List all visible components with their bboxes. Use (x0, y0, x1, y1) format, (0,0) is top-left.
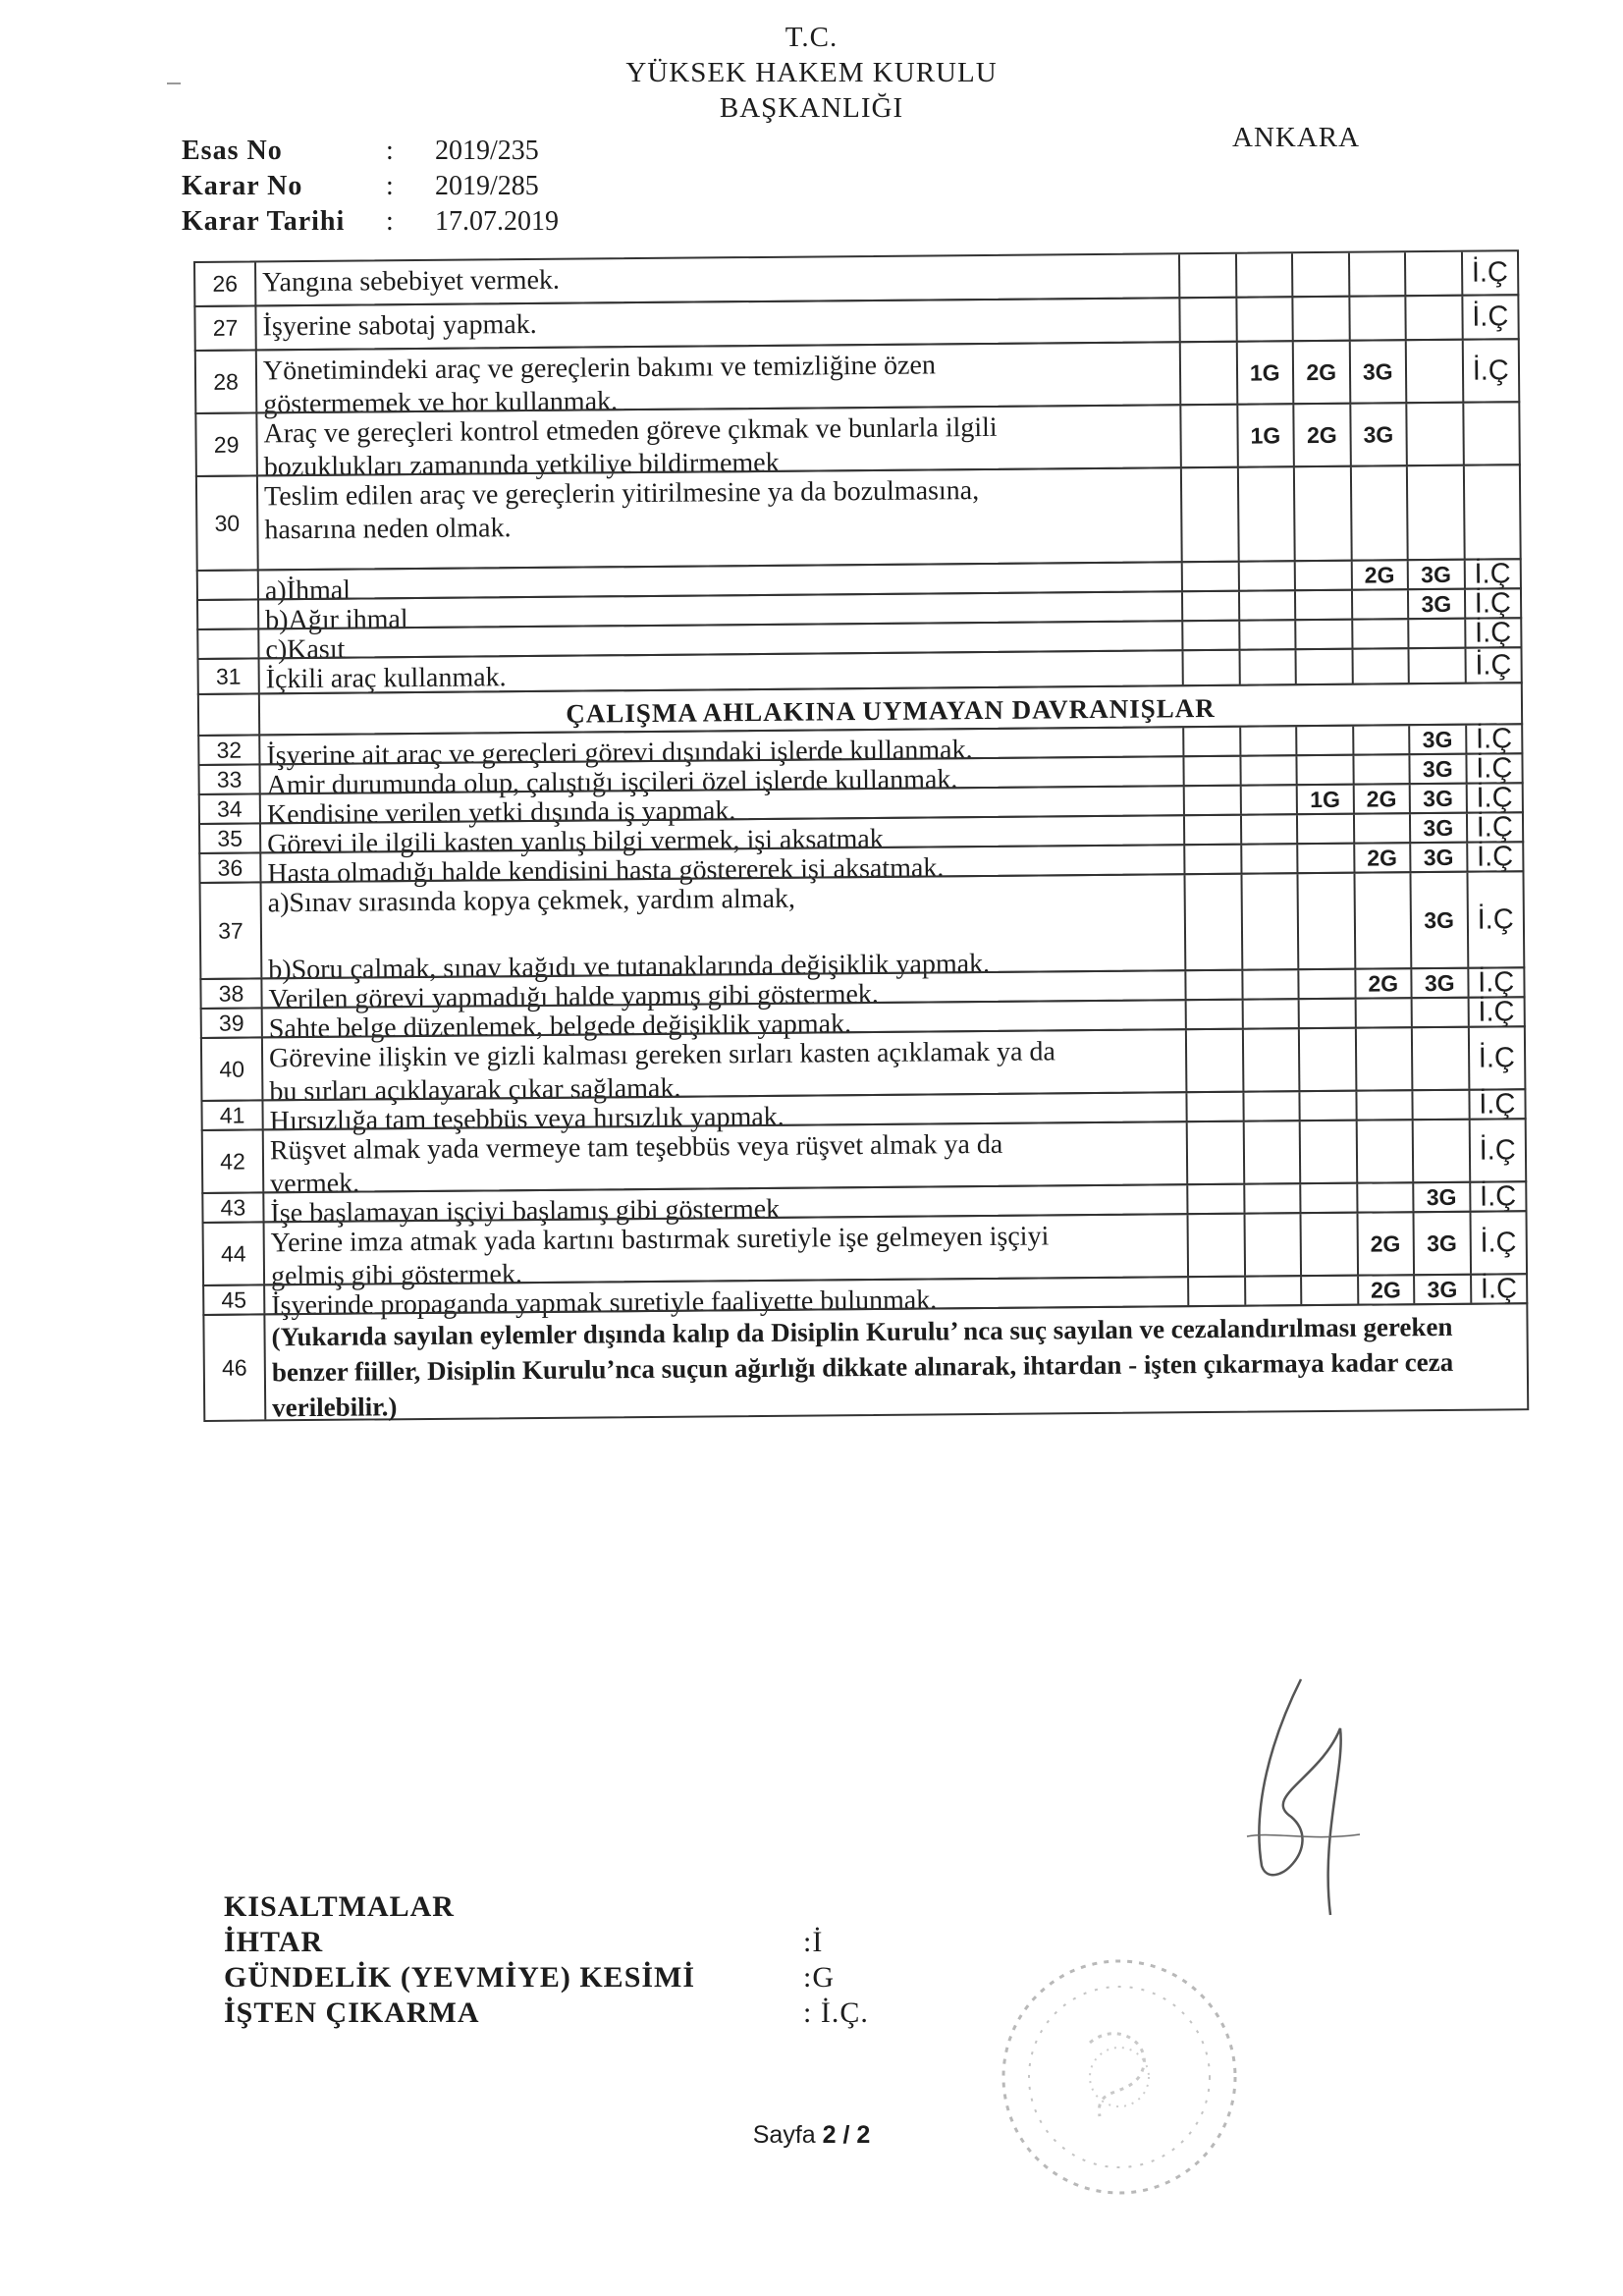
penalty-cell: 3G (1409, 844, 1466, 872)
penalty-cell: 1G (1235, 342, 1292, 403)
penalty-cell (1411, 1028, 1468, 1089)
penalty-cell (1300, 1277, 1357, 1305)
penalty-cells (1182, 751, 1521, 785)
row-description-line: hasarına neden olmak. (264, 513, 512, 546)
row-number: 30 (197, 476, 259, 570)
abbreviations-block (224, 1890, 911, 2032)
karar-no-value: 2019/285 (435, 171, 539, 201)
row-description-line: Kendisine verilen yetki dışında iş yapmak. (266, 795, 736, 831)
penalty-cell: 2G (1352, 785, 1409, 813)
penalty-cell (1237, 591, 1294, 620)
penalty-cell: İ.Ç (1467, 968, 1524, 997)
penalty-cell (1241, 970, 1298, 999)
penalty-cell (1185, 1093, 1242, 1121)
penalty-cell (1240, 845, 1297, 873)
header-tc: T.C. (784, 22, 839, 53)
header-institution: YÜKSEK HAKEM KURULU (625, 57, 998, 88)
penalty-cell: 2G (1292, 405, 1349, 465)
penalty-cell (1293, 467, 1350, 560)
penalty-cell (1355, 1121, 1412, 1181)
penalty-cell (1186, 1122, 1243, 1183)
penalty-cell (1244, 1277, 1301, 1305)
penalty-cell: İ.Ç (1464, 619, 1521, 647)
penalty-cell (1185, 1030, 1242, 1091)
penalty-cells (1181, 586, 1520, 620)
penalty-cell: İ.Ç (1469, 1182, 1526, 1211)
row-number (198, 571, 259, 599)
penalty-cell (1235, 298, 1292, 341)
row-number: 27 (195, 306, 256, 350)
row-number: 33 (199, 765, 260, 793)
penalty-cell (1183, 816, 1240, 845)
penalty-cells (1178, 251, 1517, 297)
penalty-cell: İ.Ç (1463, 589, 1520, 618)
penalty-cell (1352, 814, 1409, 843)
row-description-line: Hasta olmadığı halde kendisini hasta göstererek işi aksatmak. (267, 852, 945, 890)
row-number: 45 (204, 1285, 265, 1314)
penalty-cell (1352, 755, 1409, 784)
row-description-line: göstermemek ve hor kullanmak. (263, 386, 619, 420)
penalty-cell (1242, 1121, 1299, 1182)
penalty-cell: 1G (1296, 786, 1353, 814)
page-prefix: Sayfa (752, 2121, 823, 2149)
row-number: 46 (204, 1315, 266, 1420)
penalty-cell: İ.Ç (1461, 296, 1518, 339)
penalty-cell: 3G (1407, 590, 1464, 619)
penalty-cell: İ.Ç (1468, 1090, 1525, 1119)
penalty-cell (1179, 406, 1236, 466)
row-number: 32 (199, 736, 260, 764)
abbreviation-item (224, 1996, 911, 2032)
row-number: 34 (200, 794, 261, 823)
penalty-cell: İ.Ç (1463, 560, 1520, 588)
row-description-line: Rüşvet almak yada vermeye tam teşebbüs veya rüşvet almak ya da (269, 1128, 1003, 1167)
penalty-cell (1412, 1121, 1469, 1181)
discipline-table (193, 249, 1533, 1832)
abbreviations-title: KISALTMALAR (224, 1890, 455, 1923)
penalty-cell: İ.Ç (1464, 648, 1521, 683)
penalty-cells (1186, 1120, 1526, 1183)
penalty-cell: 3G (1349, 404, 1406, 465)
penalty-cell: 3G (1407, 561, 1464, 589)
row-description-line: Verilen görevi yapmadığı halde yapmış gibi göstermek. (268, 978, 879, 1015)
row-description-line: Teslim edilen araç ve gereçlerin yitirilmesine ya da bozulmasına, (263, 475, 980, 513)
penalty-cell (1355, 1091, 1412, 1120)
penalty-cell (1411, 1091, 1468, 1120)
row-description-line: bu sırları açıklayarak çıkar sağlamak. (269, 1072, 681, 1108)
penalty-cells (1185, 995, 1524, 1028)
penalty-cell (1183, 787, 1240, 815)
penalty-cell (1291, 253, 1348, 297)
row-number: 28 (196, 351, 258, 412)
abbreviation-label: GÜNDELİK (YEVMİYE) KESİMİ (224, 1961, 696, 1994)
table-row (195, 464, 1522, 572)
penalty-cell: İ.Ç (1465, 754, 1522, 783)
penalty-cell (1295, 650, 1352, 684)
penalty-cells (1184, 965, 1523, 999)
row-description-line: Sahte belge düzenlemek, belgede değişiklik yapmak. (268, 1009, 852, 1045)
row-description-line: İşyerinde propaganda yapmak suretiyle faaliyette bulunmak. (271, 1285, 938, 1322)
penalty-cell (1183, 846, 1240, 874)
penalty-cell: 1G (1236, 405, 1293, 465)
penalty-cell (1354, 1028, 1411, 1089)
abbreviation-label: İŞTEN ÇIKARMA (224, 1996, 480, 2029)
penalty-cell: 2G (1356, 1213, 1413, 1274)
row-number: 44 (204, 1223, 266, 1285)
penalty-cell: İ.Ç (1467, 998, 1524, 1026)
penalty-cell (1407, 649, 1464, 683)
penalty-cell (1298, 1092, 1355, 1121)
penalty-cell (1354, 999, 1411, 1027)
penalty-cell: 2G (1357, 1276, 1414, 1304)
penalty-cell (1182, 651, 1239, 685)
row-description-line: İçkili araç kullanmak. (265, 662, 507, 695)
row-description-line: İşyerine sabotaj yapmak. (262, 308, 537, 343)
row-description-line: Yangına sebebiyet vermek. (262, 264, 561, 299)
penalty-cell: İ.Ç (1467, 1027, 1524, 1088)
row-number: 37 (201, 883, 263, 978)
table-row-general-note (202, 1302, 1529, 1422)
row-number: 43 (203, 1193, 264, 1222)
penalty-cell (1350, 590, 1407, 619)
penalty-cells (1186, 1179, 1525, 1213)
penalty-cell (1295, 727, 1352, 755)
penalty-cell (1411, 999, 1468, 1027)
row-number (199, 694, 260, 735)
penalty-cell: 2G (1292, 342, 1349, 403)
penalty-cell (1242, 1092, 1299, 1121)
penalty-cell: 3G (1348, 341, 1405, 402)
penalty-cell (1300, 1214, 1357, 1275)
penalty-cell: 3G (1408, 755, 1465, 784)
abbreviation-item (224, 1961, 911, 1996)
penalty-cell (1351, 649, 1408, 683)
penalty-cell (1178, 299, 1235, 342)
row-description-line: a)Sınav sırasında kopya çekmek, yardım almak, (267, 883, 796, 919)
row-description-line: Yönetimindeki araç ve gereçlerin bakımı ve temizliğine özen (262, 350, 937, 387)
row-description-line: Görevi ile ilgili kasten yanlış bilgi vermek, işi aksatmak (267, 823, 884, 860)
row-number: 31 (199, 659, 260, 693)
row-description-line: vermek. (270, 1168, 360, 1200)
penalty-cell (1294, 562, 1351, 590)
penalty-cell (1238, 650, 1295, 684)
penalty-cell (1404, 297, 1461, 340)
penalty-cell (1347, 252, 1404, 296)
penalty-cell (1182, 728, 1239, 756)
penalty-cell: İ.Ç (1468, 1120, 1525, 1180)
penalty-cell: İ.Ç (1465, 813, 1522, 842)
penalty-cell (1240, 874, 1297, 968)
penalty-cell (1183, 875, 1240, 969)
penalty-cell (1353, 873, 1410, 967)
row-number: 39 (202, 1009, 263, 1037)
penalty-cells (1179, 340, 1519, 404)
penalty-cell (1186, 1185, 1243, 1214)
penalty-cell (1295, 756, 1352, 785)
penalty-cell (1294, 621, 1351, 649)
penalty-cell: 2G (1353, 844, 1410, 872)
penalty-cell: 3G (1412, 1183, 1469, 1212)
row-number (198, 629, 259, 658)
penalty-cell (1351, 620, 1408, 648)
separator: : (386, 171, 394, 201)
penalty-cell (1178, 254, 1235, 298)
row-description-line: b)Soru çalmak, sınav kağıdı ve tutanaklarında değişiklik yapmak. (268, 948, 991, 986)
esas-no-label: Esas No (182, 136, 283, 166)
row-number: 40 (202, 1038, 264, 1100)
karar-tarihi-value: 17.07.2019 (435, 206, 559, 237)
penalty-cell (1238, 621, 1295, 649)
penalty-cells (1180, 465, 1520, 561)
penalty-cells (1187, 1212, 1527, 1276)
penalty-cell (1352, 726, 1409, 754)
abbreviation-value: :G (803, 1961, 835, 1994)
penalty-cell: 3G (1410, 969, 1467, 998)
penalty-cell (1180, 468, 1237, 561)
penalty-cell (1241, 1000, 1298, 1028)
penalty-cell (1296, 845, 1353, 873)
row-number: 26 (195, 262, 256, 305)
penalty-cell: İ.Ç (1465, 784, 1522, 812)
row-description-line: c)Kasıt (265, 633, 346, 666)
penalty-cell: 3G (1408, 726, 1465, 754)
row-description-line: Yerine imza atmak yada kartını bastırmak suretiyle işe gelmeyen işçiyi (270, 1221, 1050, 1259)
header-city: ANKARA (1232, 122, 1361, 153)
page-number (0, 2121, 1623, 2150)
penalty-cell: 3G (1413, 1276, 1470, 1304)
penalty-cell (1291, 298, 1348, 341)
abbreviation-value: :İ (803, 1926, 824, 1958)
section-heading: ÇALIŞMA AHLAKINA UYMAYAN DAVRANIŞLAR (566, 692, 1216, 729)
penalty-cell (1237, 562, 1294, 590)
row-description-line: gelmiş gibi göstermek. (270, 1259, 523, 1292)
penalty-cell (1296, 815, 1353, 844)
penalty-cell (1187, 1215, 1244, 1276)
row-number: 29 (196, 413, 258, 475)
penalty-cell: 2G (1354, 969, 1411, 998)
penalty-cell (1348, 297, 1405, 340)
row-description-line: Görevine ilişkin ve gizli kalması gereken sırları kasten açıklamak ya da (268, 1036, 1056, 1074)
esas-no-value: 2019/235 (435, 136, 539, 166)
penalty-cell (1294, 591, 1351, 620)
penalty-cells (1185, 1087, 1524, 1121)
penalty-cell (1462, 465, 1519, 558)
row-number: 38 (201, 979, 262, 1008)
penalty-cell (1296, 874, 1353, 968)
row-number: 35 (200, 824, 261, 852)
penalty-cells (1182, 648, 1521, 684)
abbreviation-label: İHTAR (224, 1926, 324, 1958)
penalty-cell (1187, 1278, 1244, 1306)
general-note-text: (Yukarıda sayılan eylemler dışında kalıp da Disiplin Kurulu’ nca suç sayılan ve cezalandırılması gereken benzer fiiller, Disiplin Kurulu’nca suçun ağırlığı dikkate alınarak, ihtardan - işten çıkarmaya kadar ceza verilebilir.) (271, 1311, 1454, 1423)
row-description (262, 302, 1178, 344)
penalty-cell (1181, 622, 1238, 650)
row-number: 42 (203, 1130, 265, 1192)
penalty-cell (1239, 786, 1296, 814)
penalty-cell (1184, 971, 1241, 1000)
official-seal-stamp (992, 1949, 1247, 2205)
penalty-cell (1236, 467, 1293, 560)
separator: : (386, 136, 394, 166)
penalty-cell: İ.Ç (1461, 340, 1518, 401)
penalty-cell (1349, 466, 1406, 559)
penalty-cell: İ.Ç (1466, 843, 1523, 871)
row-description (264, 472, 1181, 547)
penalty-cells (1187, 1272, 1526, 1305)
penalty-cell (1241, 1029, 1298, 1090)
row-number: 41 (202, 1101, 263, 1129)
row-description-line: Araç ve gereçleri kontrol etmeden göreve çıkmak ve bunlarla ilgili (263, 411, 998, 450)
penalty-cells (1181, 557, 1520, 590)
penalty-cell: 3G (1413, 1213, 1470, 1274)
penalty-cell: İ.Ç (1465, 725, 1522, 753)
row-description-line: Hırsızlığa tam teşebbüs veya hırsızlık yapmak. (269, 1101, 784, 1137)
handwritten-signature (1232, 1669, 1370, 1925)
penalty-cells (1181, 616, 1520, 649)
penalty-cells (1183, 840, 1522, 873)
penalty-cell (1297, 970, 1354, 999)
penalty-cell (1406, 466, 1463, 559)
karar-no-label: Karar No (182, 171, 303, 201)
penalty-cell: 2G (1350, 561, 1407, 589)
penalty-cell (1298, 1000, 1355, 1028)
penalty-cell: 3G (1409, 785, 1466, 813)
penalty-cells (1182, 722, 1521, 755)
row-description-line: İşyerine ait araç ve gereçleri görevi dışındaki işlerde kullanmak. (266, 735, 973, 772)
penalty-cell: 3G (1409, 814, 1466, 843)
row-description (262, 258, 1178, 300)
penalty-cell (1407, 620, 1464, 648)
penalty-cell (1356, 1183, 1413, 1212)
row-description-line: a)İhmal (264, 574, 352, 607)
penalty-cell (1299, 1121, 1356, 1182)
penalty-cell (1239, 756, 1296, 785)
row-number: 36 (200, 853, 261, 882)
penalty-cell (1243, 1184, 1300, 1213)
penalty-cell (1239, 727, 1296, 755)
row-description-line: bozuklukları zamanında yetkiliye bildirmemek (263, 447, 780, 483)
penalty-cell (1299, 1184, 1356, 1213)
penalty-cell (1243, 1214, 1300, 1275)
penalty-cell (1179, 343, 1236, 404)
penalty-cells (1183, 810, 1522, 844)
penalty-cells (1183, 872, 1523, 969)
penalty-cells (1179, 403, 1519, 466)
penalty-cell (1404, 252, 1461, 296)
penalty-cell (1405, 341, 1462, 402)
penalty-cell: İ.Ç (1466, 872, 1523, 966)
penalty-cell (1462, 403, 1519, 464)
penalty-cells (1178, 296, 1517, 341)
karar-tarihi-label: Karar Tarihi (182, 206, 346, 237)
row-description-line: Amir durumunda olup, çalıştığı işçileri özel işlerde kullanmak. (266, 764, 958, 801)
penalty-cell (1234, 253, 1291, 297)
abbreviation-value: : İ.Ç. (803, 1996, 869, 2029)
penalty-cell (1181, 592, 1238, 621)
separator: : (386, 206, 394, 237)
abbreviation-item (224, 1926, 911, 1961)
penalty-cell: İ.Ç (1470, 1275, 1527, 1303)
row-number (198, 600, 259, 629)
header-department: BAŞKANLIĞI (719, 92, 904, 124)
penalty-cells (1185, 1027, 1525, 1091)
penalty-cell (1298, 1029, 1355, 1090)
penalty-cell (1185, 1001, 1242, 1029)
penalty-cell: 3G (1409, 873, 1466, 967)
penalty-cell (1239, 815, 1296, 844)
penalty-cell: İ.Ç (1469, 1212, 1526, 1273)
penalty-cell: İ.Ç (1460, 251, 1517, 295)
page-number-value: 2 / 2 (822, 2121, 871, 2149)
penalty-cell (1405, 404, 1462, 465)
penalty-cell (1181, 563, 1238, 591)
penalty-cell (1182, 757, 1239, 786)
row-description-line: İşe başlamayan işçiyi başlamış gibi göstermek (270, 1193, 781, 1230)
penalty-cells (1183, 781, 1522, 814)
row-description-line: b)Ağır ihmal (265, 604, 408, 636)
